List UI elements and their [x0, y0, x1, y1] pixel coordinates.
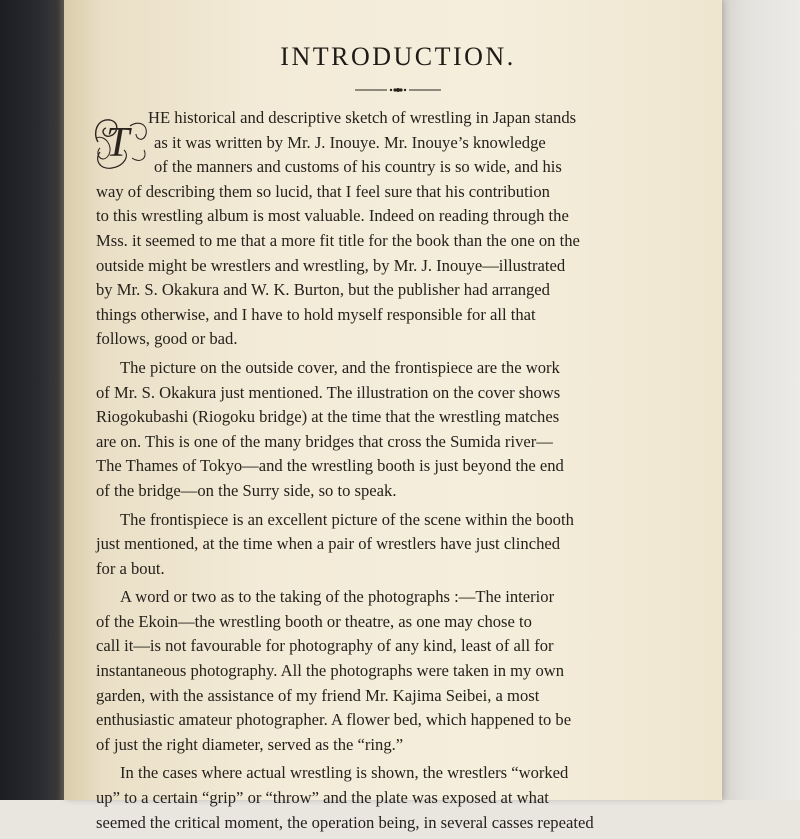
text-line: of the manners and customs of his country is so wide, and his — [154, 157, 562, 177]
text-line: The frontispiece is an excellent picture of the scene within the booth — [120, 509, 574, 529]
text-line: seemed the critical moment, the operation being, in several casses repeated — [96, 812, 594, 832]
text-line: follows, good or bad. — [96, 329, 238, 349]
book-spine — [0, 0, 72, 800]
text-line: The picture on the outside cover, and the frontispiece are the work — [120, 357, 560, 377]
text-line: as it was written by Mr. J. Inouye. Mr. Inouye’s knowledge — [154, 132, 546, 152]
text-line: outside might be wrestlers and wrestling, by Mr. J. Inouye—illustrated — [96, 255, 566, 275]
text-line: are on. This is one of the many bridges that cross the Sumida river— — [96, 431, 553, 451]
text-line: for a bout. — [96, 558, 165, 578]
text-line: Mss. it seemed to me that a more fit title for the book than the one on the — [96, 230, 580, 250]
text-line: In the cases where actual wrestling is shown, the wrestlers “worked — [120, 763, 569, 783]
text-line: Riogokubashi (Riogoku bridge) at the time that the wrestling matches — [96, 407, 560, 427]
text-line: to this wrestling album is most valuable. Indeed on reading through the — [96, 206, 569, 226]
text-line: things otherwise, and I have to hold myself responsible for all that — [96, 304, 536, 324]
svg-text:T: T — [106, 120, 130, 166]
text-line: of the Ekoin—the wrestling booth or theatre, as one may chose to — [96, 611, 532, 631]
text-line: call it—is not favourable for photography of any kind, least of all for — [96, 636, 554, 656]
book-page — [64, 0, 722, 832]
text-line: by Mr. S. Okakura and W. K. Burton, but the publisher had arranged — [96, 280, 550, 300]
text-line: enthusiastic amateur photographer. A flower bed, which happened to be — [96, 710, 572, 730]
paragraph-5 — [96, 761, 700, 835]
page-text — [96, 42, 700, 839]
paragraph-1 — [96, 106, 700, 352]
text-line: The Thames of Tokyo—and the wrestling booth is just beyond the end — [96, 456, 564, 476]
text-line: instantaneous photography. All the photographs were taken in my own — [96, 661, 565, 681]
text-line: A word or two as to the taking of the photographs :—The interior — [120, 587, 555, 607]
paragraph-3 — [96, 508, 700, 582]
text-line: of the bridge—on the Surry side, so to speak. — [96, 480, 397, 500]
title-ornament-icon — [96, 82, 700, 98]
drop-cap-ornament — [90, 108, 152, 174]
page-title: INTRODUCTION. — [280, 42, 516, 71]
text-line: HE historical and descriptive sketch of wrestling in Japan stands — [148, 108, 577, 127]
background-surface — [710, 0, 800, 800]
paragraph-4 — [96, 585, 700, 757]
text-line: up” to a certain “grip” or “throw” and the plate was exposed at what — [96, 788, 549, 808]
text-line: garden, with the assistance of my friend Mr. Kajima Seibei, a most — [96, 685, 540, 705]
text-line: way of describing them so lucid, that I feel sure that his contribution — [96, 181, 550, 201]
text-line: just mentioned, at the time when a pair of wrestlers have just clinched — [96, 534, 561, 554]
text-line: of just the right diameter, served as the “ring.” — [96, 734, 404, 754]
paragraph-2 — [96, 356, 700, 504]
text-line: of Mr. S. Okakura just mentioned. The illustration on the cover shows — [96, 382, 561, 402]
